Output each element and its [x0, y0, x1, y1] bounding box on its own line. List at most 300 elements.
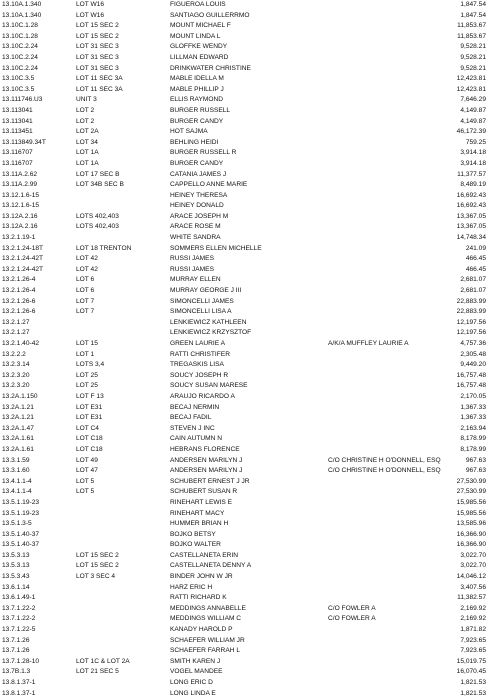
amount-due: 16,692.43	[456, 191, 486, 199]
amount-due: 466.45	[465, 255, 486, 263]
care-of: A/K/A MUFFLEY LAURIE A	[328, 340, 409, 347]
amount-due: 11,853.67	[457, 22, 486, 30]
owner-name: TREGASKIS LISA	[170, 361, 224, 369]
block-lot-id: 13.116707	[2, 159, 33, 167]
owner-name: RATTI RICHARD K	[170, 594, 227, 602]
owner-name: CAPPELLO ANNE MARIE	[170, 181, 248, 189]
lot-description: LOT 15 SEC 2	[76, 562, 119, 570]
block-lot-id: 13.7.1.26	[2, 647, 30, 655]
table-row	[0, 646, 488, 657]
amount-due: 16,692.43	[456, 202, 486, 210]
table-row	[0, 64, 488, 75]
table-row	[0, 138, 488, 149]
block-lot-id: 13.12.1.6-15	[2, 191, 40, 199]
table-row	[0, 180, 488, 191]
owner-name: SIMONCELLI JAMES	[170, 297, 234, 305]
amount-due: 11,377.57	[457, 170, 486, 178]
block-lot-id: 13.2.1.40-42	[2, 340, 40, 347]
block-lot-id: 13.2.1.26-4	[2, 287, 36, 295]
block-lot-id: 13.2.2.2	[2, 350, 26, 358]
lot-description: LOT 6	[76, 287, 95, 295]
lot-description: LOT 1A	[76, 149, 99, 157]
table-row	[0, 413, 488, 424]
block-lot-id: 13.12A.2.16	[2, 223, 38, 231]
block-lot-id: 13.7B.1.3	[2, 668, 31, 676]
lot-description: LOT 1C & LOT 2A	[76, 657, 130, 665]
lot-description: LOT 15 SEC 2	[76, 551, 119, 559]
block-lot-id: 13.2.1.26-6	[2, 297, 36, 305]
table-row	[0, 392, 488, 403]
lot-description: LOT 3 SEC 4	[76, 573, 116, 581]
block-lot-id: 13.2A.1.21	[2, 403, 34, 411]
block-lot-id: 13.2.1.24-42T	[2, 265, 44, 273]
lot-description: LOT 31 SEC 3	[76, 43, 119, 51]
table-row	[0, 159, 488, 170]
owner-name: SMITH KAREN J	[170, 657, 221, 665]
owner-name: LILLMAN EDWARD	[170, 53, 229, 61]
owner-name: BECAJ FADIL	[170, 414, 212, 422]
amount-due: 27,530.99	[456, 488, 486, 496]
table-row	[0, 678, 488, 689]
block-lot-id: 13.5.1.19-23	[2, 498, 40, 506]
lot-description: LOT 7	[76, 297, 95, 305]
table-row	[0, 286, 488, 297]
owner-name: MABLE PHILLIP J	[170, 85, 224, 93]
block-lot-id: 13.11A.2.62	[2, 170, 38, 178]
table-row	[0, 85, 488, 96]
table-row	[0, 148, 488, 159]
table-row	[0, 244, 488, 255]
owner-name: MURRAY GEORGE J III	[170, 287, 242, 295]
table-row	[0, 604, 488, 615]
table-row	[0, 572, 488, 583]
table-row	[0, 530, 488, 541]
owner-name: GLOFFKE WENDY	[170, 43, 228, 51]
table-row	[0, 509, 488, 520]
lot-description: LOT W16	[76, 11, 105, 19]
amount-due: 16,366.90	[456, 530, 486, 538]
table-row	[0, 297, 488, 308]
amount-due: 13,367.05	[456, 223, 486, 231]
amount-due: 1,821.53	[460, 689, 486, 697]
owner-name: ARACE ROSE M	[170, 223, 221, 231]
block-lot-id: 13.2.1.26-4	[2, 276, 36, 284]
block-lot-id: 13.2.3.20	[2, 371, 30, 379]
lot-description: LOT E31	[76, 414, 103, 422]
lot-description: LOT 25	[76, 382, 98, 390]
amount-due: 2,163.94	[460, 424, 486, 432]
amount-due: 16,366.90	[456, 541, 486, 549]
owner-name: SCHAEFER FARRAH L	[170, 647, 240, 655]
block-lot-id: 13.10C.2.24	[2, 53, 38, 61]
owner-name: SOUCY SUSAN MARESE	[170, 382, 248, 390]
table-row	[0, 657, 488, 668]
block-lot-id: 13.7.1.28-10	[2, 657, 40, 665]
block-lot-id: 13.10C.3.5	[2, 85, 35, 93]
amount-due: 2,305.48	[460, 350, 486, 358]
block-lot-id: 13.2A.1.61	[2, 445, 34, 453]
amount-due: 16,070.45	[456, 668, 486, 676]
table-row	[0, 74, 488, 85]
lot-description: LOT 21 SEC 5	[76, 668, 119, 676]
amount-due: 1,821.53	[460, 679, 486, 686]
table-row	[0, 551, 488, 562]
block-lot-id: 13.7.1.22-2	[2, 604, 36, 612]
table-row	[0, 42, 488, 53]
block-lot-id: 13.2A.1.47	[2, 424, 34, 432]
amount-due: 2,170.05	[460, 392, 486, 400]
block-lot-id: 13.2.1.26-6	[2, 308, 36, 316]
table-row	[0, 106, 488, 117]
owner-name: VOGEL MANDEE	[170, 668, 223, 676]
owner-name: CATANIA JAMES J	[170, 170, 227, 178]
table-row	[0, 636, 488, 647]
table-row	[0, 614, 488, 625]
table-row	[0, 625, 488, 636]
owner-name: HARZ ERIC H	[170, 583, 213, 591]
lot-description: LOT 2A	[76, 128, 99, 136]
amount-due: 16,757.48	[456, 371, 486, 379]
block-lot-id: 13.5.1.19-23	[2, 509, 40, 517]
amount-due: 4,149.87	[460, 117, 486, 125]
amount-due: 7,646.29	[460, 96, 486, 104]
owner-name: SCHAEFER WILLIAM JR	[170, 636, 245, 644]
lot-description: UNIT 3	[76, 96, 97, 104]
block-lot-id: 13.2A.1.150	[2, 392, 38, 400]
lot-description: LOT 15 SEC 2	[76, 32, 119, 40]
lot-description: LOT 5	[76, 477, 95, 485]
table-row	[0, 201, 488, 212]
amount-due: 15,985.56	[456, 498, 486, 506]
block-lot-id: 13.6.1.49-1	[2, 594, 36, 602]
lot-description: LOT C4	[76, 424, 99, 432]
lot-description: LOTS 3,4	[76, 361, 105, 369]
owner-name: ARACE JOSEPH M	[170, 212, 229, 220]
amount-due: 2,169.92	[460, 604, 486, 612]
owner-name: MABLE IDELLA M	[170, 75, 224, 83]
block-lot-id: 13.2.3.20	[2, 382, 30, 390]
amount-due: 13,585.96	[456, 520, 486, 528]
owner-name: RUSSI JAMES	[170, 255, 214, 263]
block-lot-id: 13.2.1.27	[2, 318, 30, 326]
owner-name: HEBRANS FLORENCE	[170, 445, 240, 453]
table-row	[0, 339, 488, 350]
owner-name: RINEHART LEWIS E	[170, 498, 233, 506]
lot-description: LOT 11 SEC 3A	[76, 85, 123, 93]
lot-description: LOT 42	[76, 265, 98, 273]
owner-name: LONG ERIC D	[170, 679, 213, 686]
table-row	[0, 403, 488, 414]
amount-due: 7,923.65	[460, 636, 486, 644]
table-row	[0, 318, 488, 329]
table-row	[0, 445, 488, 456]
block-lot-id: 13.10C.1.28	[2, 22, 38, 30]
amount-due: 15,019.75	[456, 657, 486, 665]
block-lot-id: 13.3.1.59	[2, 456, 30, 464]
owner-name: SCHUBERT SUSAN R	[170, 488, 238, 496]
amount-due: 1,367.33	[460, 414, 486, 422]
block-lot-id: 13.7.1.22-2	[2, 615, 36, 623]
table-row	[0, 127, 488, 138]
owner-name: BECAJ NERMIN	[170, 403, 220, 411]
owner-name: ARAUJO RICARDO A	[170, 392, 235, 400]
table-row	[0, 21, 488, 32]
amount-due: 1,367.33	[460, 403, 486, 411]
amount-due: 15,985.56	[456, 509, 486, 517]
table-row	[0, 424, 488, 435]
block-lot-id: 13.2.1.27	[2, 329, 30, 337]
table-row	[0, 233, 488, 244]
table-row	[0, 222, 488, 233]
block-lot-id: 13.113451	[2, 128, 33, 136]
owner-name: DRINKWATER CHRISTINE	[170, 64, 251, 72]
owner-name: LONG LINDA E	[170, 689, 216, 697]
owner-name: MURRAY ELLEN	[170, 276, 221, 284]
care-of: C/O CHRISTINE H O'DONNELL, ESQ	[328, 456, 441, 464]
owner-name: HOT SAJMA	[170, 128, 208, 136]
owner-name: MOUNT MICHAEL F	[170, 22, 231, 30]
amount-due: 3,407.56	[460, 583, 486, 591]
amount-due: 9,449.20	[460, 361, 486, 369]
owner-name: KANADY HAROLD P	[170, 626, 233, 634]
block-lot-id: 13.2.1.19-1	[2, 234, 36, 242]
table-row	[0, 456, 488, 467]
table-row	[0, 191, 488, 202]
block-lot-id: 13.8.1.37-1	[2, 689, 36, 697]
amount-due: 8,178.99	[460, 435, 486, 443]
amount-due: 2,169.92	[460, 615, 486, 623]
amount-due: 12,423.81	[456, 75, 486, 83]
lot-description: LOTS 402,403	[76, 212, 119, 220]
block-lot-id: 13.4.1.1-4	[2, 477, 32, 485]
table-row	[0, 593, 488, 604]
owner-name: BOJKO BETSY	[170, 530, 216, 538]
table-row	[0, 519, 488, 530]
lot-description: LOT 42	[76, 255, 98, 263]
owner-name: BEHLING HEIDI	[170, 138, 219, 146]
owner-name: LENKIEWICZ KRZYSZTOF	[170, 329, 252, 337]
amount-due: 2,681.07	[460, 276, 486, 284]
block-lot-id: 13.5.1.40-37	[2, 530, 40, 538]
amount-due: 9,528.21	[460, 53, 486, 61]
amount-due: 3,914.18	[460, 159, 486, 167]
block-lot-id: 13.2A.1.21	[2, 414, 34, 422]
lot-description: LOT 17 SEC B	[76, 170, 120, 178]
amount-due: 12,197.56	[456, 329, 486, 337]
table-row	[0, 95, 488, 106]
lot-description: LOT 49	[76, 456, 98, 464]
block-lot-id: 13.12.1.6-15	[2, 202, 40, 210]
table-row	[0, 350, 488, 361]
owner-name: FIGUEROA LOUIS	[170, 1, 226, 8]
lot-description: LOT F 13	[76, 392, 104, 400]
lot-description: LOT 25	[76, 371, 98, 379]
block-lot-id: 13.113041	[2, 117, 33, 125]
lot-description: LOTS 402,403	[76, 223, 119, 231]
lot-description: LOT 34B SEC B	[76, 181, 124, 189]
lot-description: LOT 15	[76, 340, 98, 347]
lot-description: LOT C18	[76, 435, 103, 443]
block-lot-id: 13.10C.2.24	[2, 64, 38, 72]
table-row	[0, 498, 488, 509]
owner-name: LENKIEWICZ KATHLEEN	[170, 318, 247, 326]
amount-due: 241.09	[465, 244, 486, 252]
amount-due: 9,528.21	[460, 64, 486, 72]
table-row	[0, 371, 488, 382]
amount-due: 12,197.56	[456, 318, 486, 326]
table-row	[0, 381, 488, 392]
block-lot-id: 13.2.1.24-18T	[2, 244, 44, 252]
lot-description: LOT 6	[76, 276, 95, 284]
amount-due: 967.63	[465, 467, 486, 475]
owner-name: SANTIAGO GUILLERRMO	[170, 11, 250, 19]
owner-name: ANDERSEN MARILYN J	[170, 467, 243, 475]
amount-due: 22,883.99	[456, 297, 486, 305]
owner-name: BOJKO WALTER	[170, 541, 221, 549]
block-lot-id: 13.2A.1.61	[2, 435, 34, 443]
lot-description: LOT 2	[76, 106, 95, 114]
table-row	[0, 53, 488, 64]
owner-name: WHITE SANDRA	[170, 234, 221, 242]
table-row	[0, 275, 488, 286]
owner-name: HEINEY DONALD	[170, 202, 224, 210]
owner-name: CASTELLANETA DENNY A	[170, 562, 252, 570]
amount-due: 8,489.19	[460, 181, 486, 189]
owner-name: SCHUBERT ERNEST J JR	[170, 477, 250, 485]
table-row	[0, 307, 488, 318]
owner-name: CAIN AUTUMN N	[170, 435, 223, 443]
table-row	[0, 360, 488, 371]
block-lot-id: 13.12A.2.16	[2, 212, 38, 220]
block-lot-id: 13.3.1.60	[2, 467, 30, 475]
owner-name: MOUNT LINDA L	[170, 32, 221, 40]
block-lot-id: 13.10A.1.340	[2, 11, 42, 19]
amount-due: 2,681.07	[460, 287, 486, 295]
amount-due: 14,748.34	[456, 234, 486, 242]
amount-due: 12,423.81	[456, 85, 486, 93]
amount-due: 22,883.99	[456, 308, 486, 316]
table-row	[0, 477, 488, 488]
table-row	[0, 689, 488, 699]
block-lot-id: 13.10C.2.24	[2, 43, 38, 51]
amount-due: 16,757.48	[456, 382, 486, 390]
owner-name: CASTELLANETA ERIN	[170, 551, 239, 559]
block-lot-id: 13.2.3.14	[2, 361, 30, 369]
owner-name: RATTI CHRISTIFER	[170, 350, 230, 358]
block-lot-id: 13.2.1.24-42T	[2, 255, 44, 263]
lot-description: LOT 1A	[76, 159, 99, 167]
block-lot-id: 13.7.1.22-5	[2, 626, 36, 634]
owner-name: BURGER RUSSELL	[170, 106, 231, 114]
amount-due: 4,149.87	[460, 106, 486, 114]
table-row	[0, 466, 488, 477]
owner-name: BINDER JOHN W JR	[170, 573, 233, 581]
table-row	[0, 265, 488, 276]
table-row	[0, 328, 488, 339]
table-row	[0, 170, 488, 181]
lot-description: LOT 5	[76, 488, 95, 496]
owner-name: RUSSI JAMES	[170, 265, 214, 273]
amount-due: 3,914.18	[460, 149, 486, 157]
table-row	[0, 32, 488, 43]
amount-due: 9,528.21	[460, 43, 486, 51]
care-of: C/O FOWLER A	[328, 615, 376, 623]
lot-description: LOT W16	[76, 1, 105, 8]
block-lot-id: 13.7.1.26	[2, 636, 30, 644]
amount-due: 27,530.99	[456, 477, 486, 485]
block-lot-id: 13.113849.34T	[2, 138, 46, 146]
amount-due: 967.63	[465, 456, 486, 464]
block-lot-id: 13.6.1.14	[2, 583, 30, 591]
owner-name: MEDDINGS WILLIAM C	[170, 615, 242, 623]
owner-name: SIMONCELLI LISA A	[170, 308, 232, 316]
lot-description: LOT 31 SEC 3	[76, 64, 119, 72]
block-lot-id: 13.5.3.13	[2, 562, 30, 570]
table-row	[0, 254, 488, 265]
owner-name: SOUCY JOSEPH R	[170, 371, 229, 379]
owner-name: GREEN LAURIE A	[170, 340, 225, 347]
amount-due: 3,022.70	[460, 551, 486, 559]
block-lot-id: 13.113041	[2, 106, 33, 114]
block-lot-id: 13.10A.1.340	[2, 1, 42, 8]
block-lot-id: 13.11A.2.99	[2, 181, 38, 189]
block-lot-id: 13.5.1.40-37	[2, 541, 40, 549]
owner-name: STEVEN J INC	[170, 424, 215, 432]
owner-name: HEINEY THERESA	[170, 191, 228, 199]
amount-due: 466.45	[465, 265, 486, 273]
lot-description: LOT 18 TRENTON	[76, 244, 132, 252]
block-lot-id: 13.10C.1.28	[2, 32, 38, 40]
amount-due: 1,847.54	[460, 1, 486, 8]
amount-due: 1,871.82	[460, 626, 486, 634]
lot-description: LOT 7	[76, 308, 95, 316]
table-row	[0, 540, 488, 551]
owner-name: BURGER RUSSELL R	[170, 149, 237, 157]
table-row	[0, 0, 488, 11]
owner-name: BURGER CANDY	[170, 117, 224, 125]
lot-description: LOT 1	[76, 350, 95, 358]
lot-description: LOT 11 SEC 3A	[76, 75, 123, 83]
table-row	[0, 487, 488, 498]
amount-due: 1,847.54	[460, 11, 486, 19]
amount-due: 759.25	[465, 138, 486, 146]
lot-description: LOT 47	[76, 467, 98, 475]
amount-due: 14,046.12	[456, 573, 486, 581]
block-lot-id: 13.111746.U3	[2, 96, 43, 104]
block-lot-id: 13.5.3.13	[2, 551, 30, 559]
lot-description: LOT 34	[76, 138, 98, 146]
owner-name: HUMMER BRIAN H	[170, 520, 229, 528]
table-row	[0, 11, 488, 22]
table-row	[0, 212, 488, 223]
table-row	[0, 434, 488, 445]
table-row	[0, 583, 488, 594]
owner-name: ELLIS RAYMOND	[170, 96, 224, 104]
amount-due: 11,382.57	[457, 594, 486, 602]
amount-due: 7,923.65	[460, 647, 486, 655]
lot-description: LOT 31 SEC 3	[76, 53, 119, 61]
block-lot-id: 13.8.1.37-1	[2, 679, 36, 686]
owner-name: ANDERSEN MARILYN J	[170, 456, 243, 464]
block-lot-id: 13.5.3.43	[2, 573, 30, 581]
owner-name: BURGER CANDY	[170, 159, 224, 167]
owner-name: MEDDINGS ANNABELLE	[170, 604, 246, 612]
lot-description: LOT E31	[76, 403, 103, 411]
care-of: C/O FOWLER A	[328, 604, 376, 612]
amount-due: 8,178.99	[460, 445, 486, 453]
lot-description: LOT C18	[76, 445, 103, 453]
table-row	[0, 561, 488, 572]
